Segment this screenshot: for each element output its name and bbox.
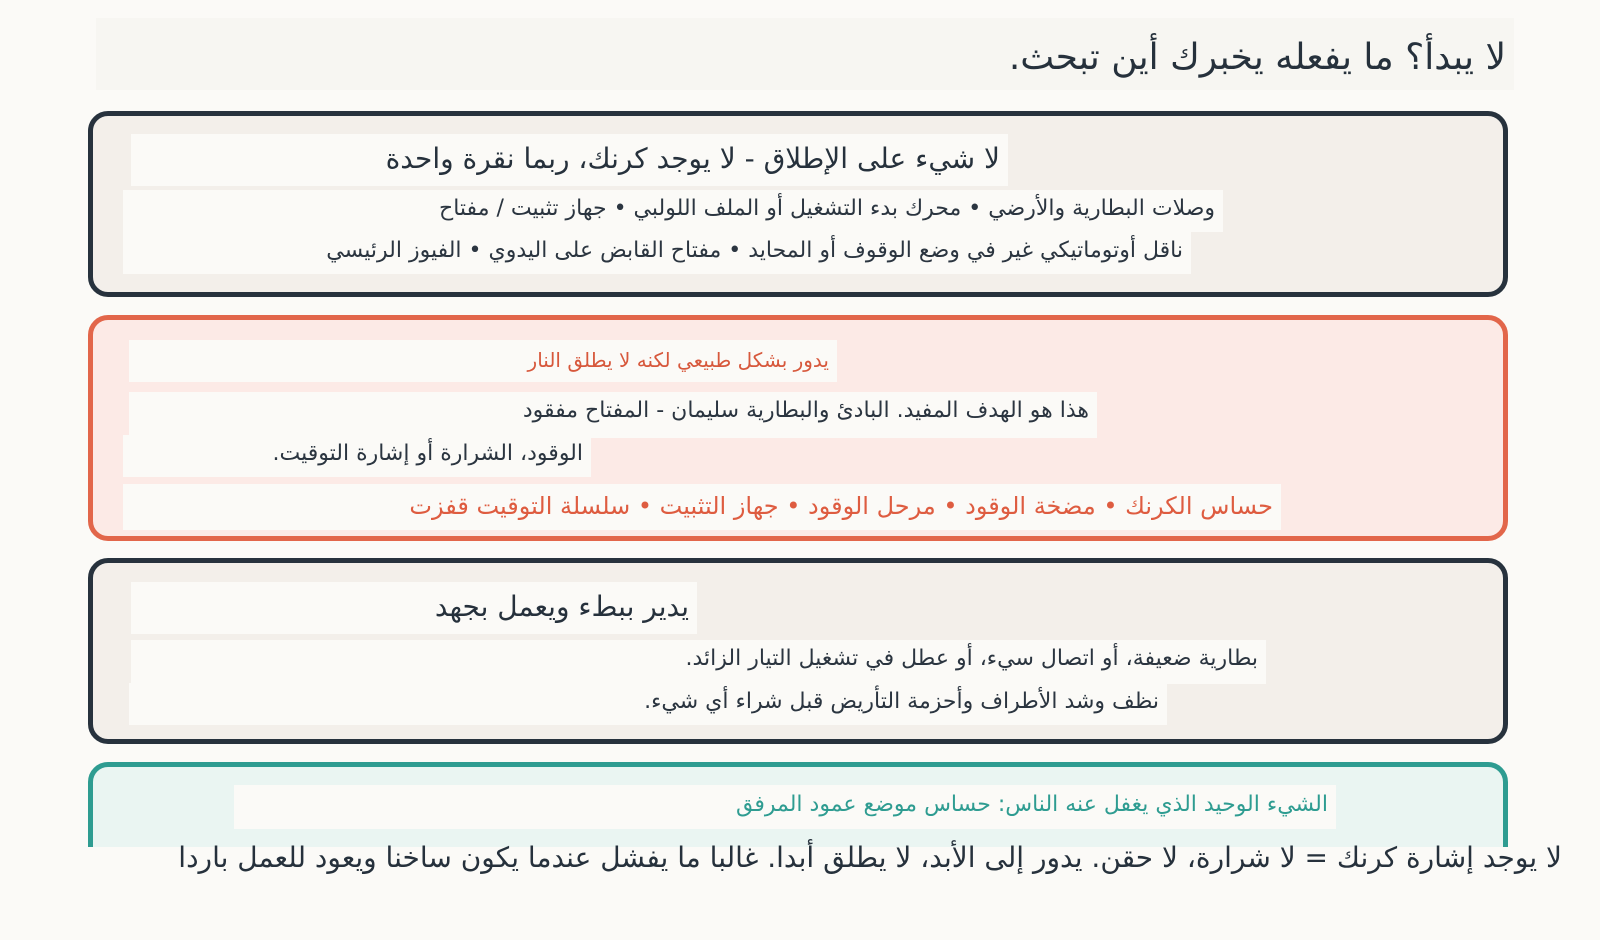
card-slow-crank-heading: يدير ببطء ويعمل بجهد — [131, 582, 697, 634]
card-slow-crank-line-2: نظف وشد الأطراف وأحزمة التأريض قبل شراء أي شيء. — [129, 683, 1167, 725]
card-cranks-no-fire-components: حساس الكرنك • مضخة الوقود • مرحل الوقود • جهاز التثبيت • سلسلة التوقيت قفزت — [123, 484, 1281, 530]
card-cranks-no-fire-line-2: الوقود، الشرارة أو إشارة التوقيت. — [123, 435, 591, 477]
card-cranks-no-fire-heading: يدور بشكل طبيعي لكنه لا يطلق النار — [129, 340, 837, 382]
card-no-crank-heading: لا شيء على الإطلاق - لا يوجد كرنك، ربما نقرة واحدة — [131, 134, 1008, 186]
card-slow-crank-line-1: بطارية ضعيفة، أو اتصال سيء، أو عطل في تشغيل التيار الزائد. — [131, 640, 1266, 684]
card-crank-sensor-description: لا يوجد إشارة كرنك = لا شرارة، لا حقن. يدور إلى الأبد، لا يطلق أبدا. غالبا ما يفشل عندما يكون ساخنا ويعود للعمل باردا — [178, 841, 1562, 874]
card-cranks-no-fire-line-1: هذا هو الهدف المفيد. البادئ والبطارية سليمان - المفتاح مفقود — [129, 392, 1097, 438]
card-crank-sensor-heading: الشيء الوحيد الذي يغفل عنه الناس: حساس موضع عمود المرفق — [234, 785, 1336, 829]
page-title: لا يبدأ؟ ما يفعله يخبرك أين تبحث. — [1008, 37, 1506, 78]
card-no-crank-line-1: وصلات البطارية والأرضي • محرك بدء التشغيل أو الملف اللولبي • جهاز تثبيت / مفتاح — [123, 190, 1223, 232]
card-no-crank-line-2: ناقل أوتوماتيكي غير في وضع الوقوف أو المحايد • مفتاح القابض على اليدوي • الفيوز الرئيسي — [123, 232, 1191, 274]
